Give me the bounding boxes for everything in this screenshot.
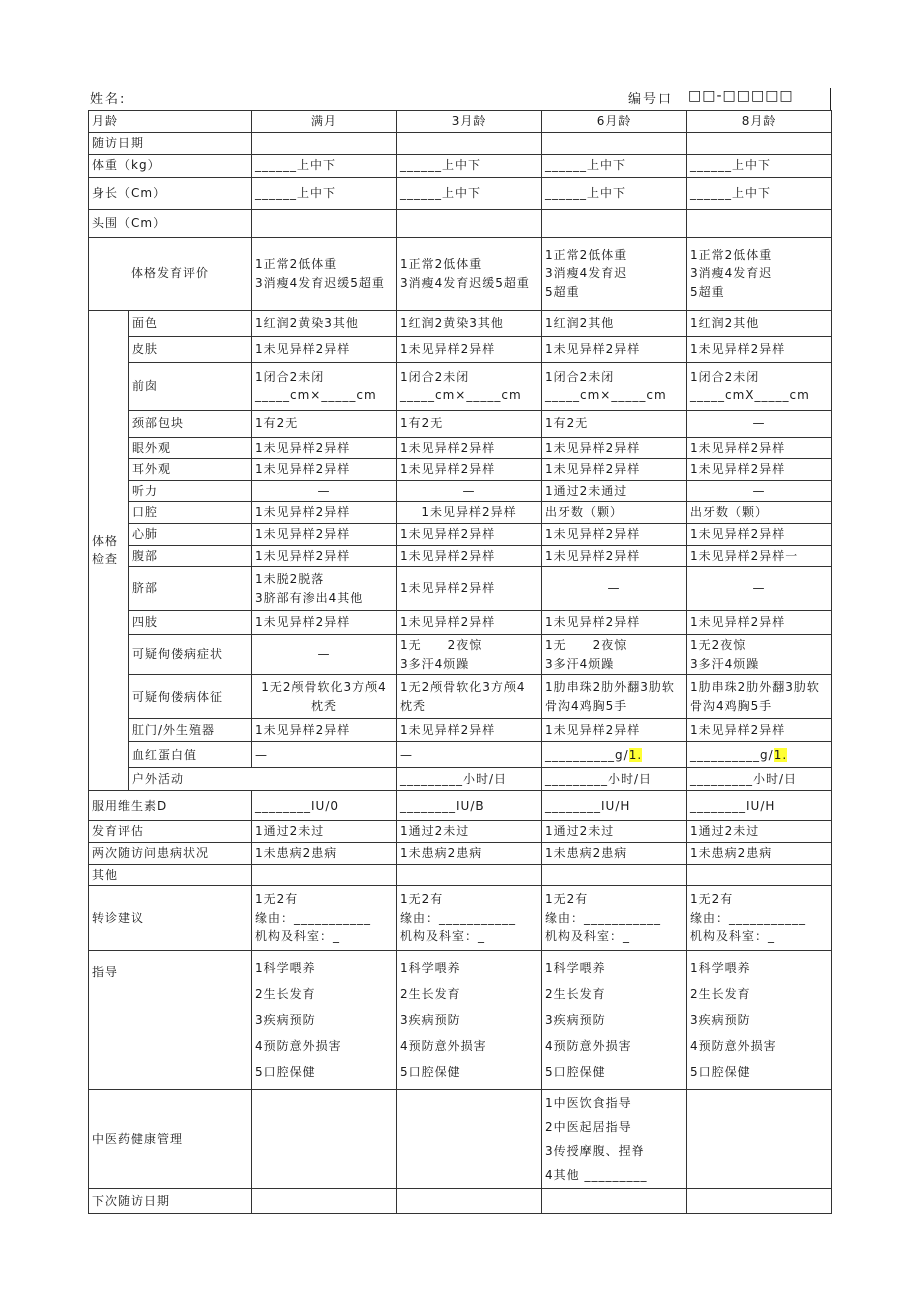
label-neck: 颈部包块	[129, 410, 252, 437]
fontanelle-status: 1闭合2未闭	[690, 369, 760, 384]
eye-cell[interactable]: 1未见异样2异样	[542, 437, 687, 459]
eye-cell[interactable]: 1未见异样2异样	[252, 437, 397, 459]
growth-option-line: 1正常2低体重	[400, 257, 483, 271]
hemoglobin-cell[interactable]: —	[252, 742, 397, 768]
referral-option: 1无2有	[690, 892, 734, 907]
eye-cell[interactable]: 1未见异样2异样	[397, 437, 542, 459]
hemoglobin-unit-highlight: 1.	[773, 747, 788, 762]
face-cell[interactable]: 1红润2黄染3其他	[252, 310, 397, 336]
table-row-illness	[89, 842, 832, 864]
referral-reason: 缘由：___________	[255, 910, 372, 925]
label-referral: 转诊建议	[89, 886, 252, 951]
table-row-head	[89, 209, 832, 237]
growth-cell[interactable]	[252, 237, 397, 310]
fontanelle-cell[interactable]	[542, 362, 687, 410]
growth-option-line: 1正常2低体重	[545, 247, 628, 262]
label-heart: 心肺	[129, 523, 252, 545]
fontanelle-status: 1闭合2未闭	[255, 369, 325, 384]
fontanelle-cell[interactable]	[397, 362, 542, 410]
next-visit-cell[interactable]	[252, 1189, 397, 1214]
number-label: 编号口	[628, 92, 674, 107]
hemoglobin-unit: g/	[615, 747, 629, 762]
tcm-item: 3传授摩腹、捏脊	[545, 1144, 645, 1159]
table-row-rickets-signs	[89, 675, 832, 719]
anus-cell[interactable]: 1未见异样2异样	[542, 719, 687, 742]
guidance-item: 5口腔保健	[690, 1065, 751, 1080]
skin-cell[interactable]: 1未见异样2异样	[252, 336, 397, 362]
illness-cell[interactable]: 1未患病2患病	[252, 842, 397, 864]
table-row-growth	[89, 237, 832, 310]
limbs-cell[interactable]: 1未见异样2异样	[542, 611, 687, 635]
table-row-heart	[89, 523, 832, 545]
ear-cell[interactable]: 1未见异样2异样	[252, 459, 397, 481]
tcm-cell[interactable]	[542, 1090, 687, 1189]
column-header-2: 3月龄	[397, 111, 542, 133]
growth-option-line: 5超重	[545, 284, 580, 299]
label-hearing: 听力	[129, 480, 252, 502]
table-row-outdoor	[89, 768, 832, 791]
table-row-hearing	[89, 480, 832, 502]
head-cell[interactable]	[687, 209, 832, 237]
head-cell[interactable]	[542, 209, 687, 237]
navel-cell[interactable]: —	[687, 567, 832, 611]
face-cell[interactable]: 1红润2其他	[542, 310, 687, 336]
table-row-hemoglobin	[89, 742, 832, 768]
hemoglobin-cell[interactable]	[687, 742, 832, 768]
outdoor-cell[interactable]: _________小时/日	[397, 768, 542, 791]
tcm-item: 1中医饮食指导	[545, 1096, 632, 1111]
referral-option: 1无2有	[255, 892, 299, 907]
label-age: 月龄	[89, 111, 252, 133]
fontanelle-size: _____cm×_____cm	[545, 388, 667, 403]
hemoglobin-unit: g/	[760, 747, 774, 762]
table-row-guidance	[89, 951, 832, 1090]
table-row-tcm	[89, 1090, 832, 1189]
growth-option-line: 3消瘦4发育迟缓5超重	[255, 275, 385, 290]
label-rickets-signs: 可疑佝偻病体征	[129, 675, 252, 719]
table-row-next-visit	[89, 1189, 832, 1214]
rickets-signs-cell[interactable]: 1肋串珠2肋外翻3肋软骨沟4鸡胸5手	[542, 675, 687, 719]
illness-cell[interactable]: 1未患病2患病	[687, 842, 832, 864]
skin-cell[interactable]: 1未见异样2异样	[542, 336, 687, 362]
rickets-symptoms-cell[interactable]	[542, 635, 687, 675]
hearing-cell[interactable]: —	[252, 480, 397, 502]
fontanelle-status: 1闭合2未闭	[545, 369, 615, 384]
visit-date-cell[interactable]	[542, 133, 687, 155]
number-boxes[interactable]: □□-□□□□□	[688, 88, 794, 104]
anus-cell[interactable]: 1未见异样2异样	[252, 719, 397, 742]
next-visit-cell[interactable]	[542, 1189, 687, 1214]
table-row-fontanelle	[89, 362, 832, 410]
table-row-face	[89, 310, 832, 336]
neck-cell[interactable]: —	[687, 410, 832, 437]
limbs-cell[interactable]: 1未见异样2异样	[397, 611, 542, 635]
fontanelle-cell[interactable]	[252, 362, 397, 410]
tcm-item: 2中医起居指导	[545, 1120, 632, 1135]
growth-option-line: 3消瘦4发育迟	[545, 266, 628, 281]
guidance-item: 1科学喂养	[255, 961, 316, 976]
column-header-3: 6月龄	[542, 111, 687, 133]
heart-cell[interactable]: 1未见异样2异样	[542, 523, 687, 545]
hearing-cell[interactable]: 1通过2未通过	[542, 480, 687, 502]
tcm-cell[interactable]	[397, 1090, 542, 1189]
next-visit-cell[interactable]	[397, 1189, 542, 1214]
height-cell[interactable]: ______上中下	[687, 177, 832, 209]
symptom-option-line: 3多汗4烦躁	[545, 656, 615, 671]
guidance-item: 2生长发育	[255, 987, 316, 1002]
other-cell[interactable]	[252, 864, 397, 886]
weight-cell[interactable]: ______上中下	[397, 154, 542, 177]
table-row-eye	[89, 437, 832, 459]
label-vitamin-d: 服用维生素D	[89, 791, 252, 821]
hemoglobin-blank: __________	[545, 747, 616, 762]
label-illness: 两次随访问患病状况	[89, 842, 252, 864]
referral-dept: 机构及科室：_	[545, 929, 631, 944]
anus-cell[interactable]: 1未见异样2异样	[687, 719, 832, 742]
label-fontanelle: 前囱	[129, 362, 252, 410]
growth-option-line: 3消瘦4发育迟缓5超重	[400, 275, 530, 290]
symptom-option-line: 1无 2夜惊	[400, 638, 483, 653]
skin-cell[interactable]: 1未见异样2异样	[687, 336, 832, 362]
vitamin-d-cell[interactable]: ________IU/H	[542, 791, 687, 821]
guidance-item: 3疾病预防	[400, 1013, 461, 1028]
symptom-option-line: 1无2夜惊	[690, 638, 747, 653]
table-row-vitamin-d	[89, 791, 832, 821]
table-row-ear	[89, 459, 832, 481]
guidance-item: 1科学喂养	[400, 961, 461, 976]
visit-date-cell[interactable]	[397, 133, 542, 155]
referral-reason: 缘由：___________	[545, 910, 662, 925]
symptom-option-line: 1无 2夜惊	[545, 638, 628, 653]
label-head: 头围（Cm）	[89, 209, 252, 237]
label-guidance: 指导	[89, 951, 252, 1090]
growth-cell[interactable]	[687, 237, 832, 310]
limbs-cell[interactable]: 1未见异样2异样	[252, 611, 397, 635]
ear-cell[interactable]: 1未见异样2异样	[542, 459, 687, 481]
table-row-limbs	[89, 611, 832, 635]
abdomen-cell[interactable]: 1未见异样2异样一	[687, 545, 832, 567]
guidance-item: 4预防意外损害	[255, 1039, 342, 1054]
face-cell[interactable]: 1红润2黄染3其他	[397, 310, 542, 336]
next-visit-cell[interactable]	[687, 1189, 832, 1214]
vitamin-d-cell[interactable]: ________IU/H	[687, 791, 832, 821]
growth-cell[interactable]	[397, 237, 542, 310]
heart-cell[interactable]: 1未见异样2异样	[252, 523, 397, 545]
navel-cell[interactable]	[252, 567, 397, 611]
weight-cell[interactable]: ______上中下	[687, 154, 832, 177]
tcm-cell[interactable]	[687, 1090, 832, 1189]
hearing-cell[interactable]: —	[687, 480, 832, 502]
head-cell[interactable]	[397, 209, 542, 237]
guidance-cell[interactable]	[397, 951, 542, 1090]
abdomen-cell[interactable]: 1未见异样2异样	[542, 545, 687, 567]
table-row-anus	[89, 719, 832, 742]
label-navel: 脐部	[129, 567, 252, 611]
table-row-other	[89, 864, 832, 886]
guidance-item: 3疾病预防	[690, 1013, 751, 1028]
growth-option-line: 1正常2低体重	[690, 247, 773, 262]
navel-option-line: 1未脱2脱落	[255, 572, 325, 587]
mouth-cell[interactable]: 1未见异样2异样	[397, 502, 542, 524]
fontanelle-size: _____cm×_____cm	[400, 388, 522, 403]
rickets-signs-cell[interactable]: 1无2颅骨软化3方颅4枕秃	[397, 675, 542, 719]
guidance-item: 4预防意外损害	[545, 1039, 632, 1054]
label-visit-date: 随访日期	[89, 133, 252, 155]
label-next-visit: 下次随访日期	[89, 1189, 252, 1214]
referral-option: 1无2有	[400, 892, 444, 907]
head-cell[interactable]	[252, 209, 397, 237]
hemoglobin-cell[interactable]	[542, 742, 687, 768]
label-hemoglobin: 血红蛋白值	[129, 742, 252, 768]
fontanelle-size: _____cm×_____cm	[255, 388, 377, 403]
tcm-item: 4其他 _________	[545, 1168, 648, 1183]
table-row-visit-date	[89, 133, 832, 155]
child-health-followup-form	[88, 110, 832, 1214]
outdoor-cell[interactable]: _________小时/日	[542, 768, 687, 791]
label-eye: 眼外观	[129, 437, 252, 459]
table-row-abdomen	[89, 545, 832, 567]
hemoglobin-cell[interactable]: —	[397, 742, 542, 768]
height-cell[interactable]: ______上中下	[397, 177, 542, 209]
neck-cell[interactable]: 1有2无	[542, 410, 687, 437]
guidance-item: 1科学喂养	[690, 961, 751, 976]
skin-cell[interactable]: 1未见异样2异样	[397, 336, 542, 362]
rickets-signs-cell[interactable]: 1肋串珠2肋外翻3肋软骨沟4鸡胸5手	[687, 675, 832, 719]
rickets-symptoms-cell[interactable]	[687, 635, 832, 675]
table-row-navel	[89, 567, 832, 611]
weight-cell[interactable]: ______上中下	[542, 154, 687, 177]
guidance-item: 1科学喂养	[545, 961, 606, 976]
table-row-weight	[89, 154, 832, 177]
label-anus: 肛门/外生殖器	[129, 719, 252, 742]
anus-cell[interactable]: 1未见异样2异样	[397, 719, 542, 742]
table-row-height	[89, 177, 832, 209]
referral-reason: 缘由：___________	[690, 910, 807, 925]
neck-cell[interactable]: 1有2无	[252, 410, 397, 437]
label-tcm: 中医药健康管理	[89, 1090, 252, 1189]
name-label: 姓名:	[90, 92, 127, 107]
label-growth: 体格发育评价	[89, 237, 252, 310]
referral-cell[interactable]	[687, 886, 832, 951]
weight-cell[interactable]: ______上中下	[252, 154, 397, 177]
visit-date-cell[interactable]	[252, 133, 397, 155]
label-face: 面色	[129, 310, 252, 336]
symptom-option-line: 3多汗4烦躁	[690, 656, 760, 671]
development-cell[interactable]: 1通过2未过	[397, 821, 542, 843]
table-row-referral	[89, 886, 832, 951]
other-cell[interactable]	[542, 864, 687, 886]
illness-cell[interactable]: 1未患病2患病	[397, 842, 542, 864]
label-outdoor: 户外活动	[129, 768, 397, 791]
vitamin-d-cell[interactable]: ________IU/0	[252, 791, 397, 821]
table-row-mouth	[89, 502, 832, 524]
guidance-item: 2生长发育	[690, 987, 751, 1002]
navel-cell[interactable]: —	[542, 567, 687, 611]
table-row-neck	[89, 410, 832, 437]
visit-date-cell[interactable]	[687, 133, 832, 155]
label-skin: 皮肤	[129, 336, 252, 362]
development-cell[interactable]: 1通过2未过	[687, 821, 832, 843]
hemoglobin-unit-highlight: 1.	[628, 747, 643, 762]
guidance-item: 3疾病预防	[545, 1013, 606, 1028]
guidance-item: 3疾病预防	[255, 1013, 316, 1028]
other-cell[interactable]	[397, 864, 542, 886]
illness-cell[interactable]: 1未患病2患病	[542, 842, 687, 864]
guidance-item: 2生长发育	[400, 987, 461, 1002]
guidance-item: 4预防意外损害	[400, 1039, 487, 1054]
growth-option-line: 1正常2低体重	[255, 257, 338, 271]
label-other: 其他	[89, 864, 252, 886]
abdomen-cell[interactable]: 1未见异样2异样	[397, 545, 542, 567]
guidance-cell[interactable]	[542, 951, 687, 1090]
label-weight: 体重（kg）	[89, 154, 252, 177]
table-row-rickets-symptoms	[89, 635, 832, 675]
mouth-cell[interactable]: 1未见异样2异样	[252, 502, 397, 524]
referral-dept: 机构及科室：_	[400, 929, 486, 944]
referral-reason: 缘由：___________	[400, 910, 517, 925]
development-cell[interactable]: 1通过2未过	[252, 821, 397, 843]
label-exam-group: 体格检查	[89, 310, 129, 791]
guidance-item: 5口腔保健	[400, 1065, 461, 1080]
label-development: 发育评估	[89, 821, 252, 843]
referral-dept: 机构及科室：_	[690, 929, 776, 944]
growth-option-line: 3消瘦4发育迟	[690, 266, 773, 281]
mouth-cell[interactable]: 出牙数（颗）	[542, 502, 687, 524]
growth-cell[interactable]	[542, 237, 687, 310]
other-cell[interactable]	[687, 864, 832, 886]
column-header-1: 满月	[252, 111, 397, 133]
face-cell[interactable]: 1红润2其他	[687, 310, 832, 336]
fontanelle-size: _____cmX_____cm	[690, 388, 810, 403]
mouth-cell[interactable]: 出牙数（颗）	[687, 502, 832, 524]
referral-cell[interactable]	[542, 886, 687, 951]
outdoor-cell[interactable]: _________小时/日	[687, 768, 832, 791]
column-header-4: 8月龄	[687, 111, 832, 133]
fontanelle-cell[interactable]	[687, 362, 832, 410]
guidance-item: 4预防意外损害	[690, 1039, 777, 1054]
label-rickets-symptoms: 可疑佝偻病症状	[129, 635, 252, 675]
guidance-cell[interactable]	[252, 951, 397, 1090]
rickets-signs-cell[interactable]: 1无2颅骨软化3方颅4枕秃	[252, 675, 397, 719]
heart-cell[interactable]: 1未见异样2异样	[397, 523, 542, 545]
table-row-age	[89, 111, 832, 133]
navel-option-line: 3脐部有渗出4其他	[255, 590, 364, 605]
referral-dept: 机构及科室：_	[255, 929, 341, 944]
heart-cell[interactable]: 1未见异样2异样	[687, 523, 832, 545]
guidance-item: 5口腔保健	[545, 1065, 606, 1080]
limbs-cell[interactable]: 1未见异样2异样	[687, 611, 832, 635]
label-height: 身长（Cm）	[89, 177, 252, 209]
table-row-development	[89, 821, 832, 843]
navel-cell[interactable]: 1未见异样2异样	[397, 567, 542, 611]
rickets-symptoms-cell[interactable]: —	[252, 635, 397, 675]
rickets-symptoms-cell[interactable]	[397, 635, 542, 675]
table-row-skin	[89, 336, 832, 362]
label-abdomen: 腹部	[129, 545, 252, 567]
referral-cell[interactable]	[397, 886, 542, 951]
guidance-cell[interactable]	[687, 951, 832, 1090]
neck-cell[interactable]: 1有2无	[397, 410, 542, 437]
ear-cell[interactable]: 1未见异样2异样	[397, 459, 542, 481]
label-mouth: 口腔	[129, 502, 252, 524]
label-ear: 耳外观	[129, 459, 252, 481]
guidance-item: 5口腔保健	[255, 1065, 316, 1080]
fontanelle-status: 1闭合2未闭	[400, 369, 470, 384]
height-cell[interactable]: ______上中下	[542, 177, 687, 209]
referral-cell[interactable]	[252, 886, 397, 951]
growth-option-line: 5超重	[690, 284, 725, 299]
label-limbs: 四肢	[129, 611, 252, 635]
referral-option: 1无2有	[545, 892, 589, 907]
development-cell[interactable]: 1通过2未过	[542, 821, 687, 843]
eye-cell[interactable]: 1未见异样2异样	[687, 437, 832, 459]
header-divider	[830, 88, 831, 110]
ear-cell[interactable]: 1未见异样2异样	[687, 459, 832, 481]
hemoglobin-blank: __________	[690, 747, 761, 762]
symptom-option-line: 3多汗4烦躁	[400, 656, 470, 671]
vitamin-d-cell[interactable]: ________IU/B	[397, 791, 542, 821]
tcm-cell[interactable]	[252, 1090, 397, 1189]
height-cell[interactable]: ______上中下	[252, 177, 397, 209]
abdomen-cell[interactable]: 1未见异样2异样	[252, 545, 397, 567]
guidance-item: 2生长发育	[545, 987, 606, 1002]
hearing-cell[interactable]: —	[397, 480, 542, 502]
